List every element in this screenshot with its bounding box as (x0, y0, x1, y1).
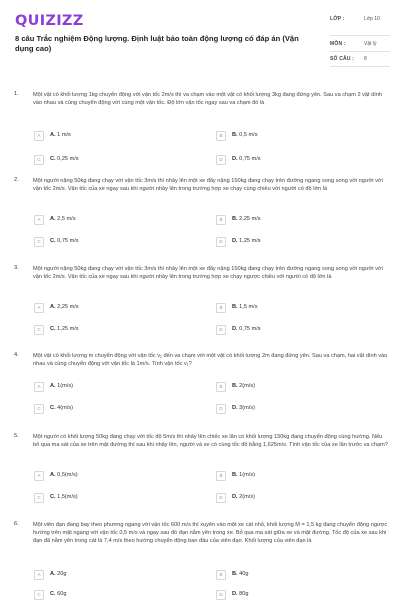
option-letter-badge: D (216, 237, 226, 247)
option-letter-badge: B (216, 215, 226, 225)
option-text: B. 40g (232, 571, 249, 577)
class-meta (330, 15, 390, 35)
count-value: 8 (364, 56, 367, 62)
option-text: B. 1,5 m/s (232, 304, 258, 310)
option-letter-badge: C (34, 155, 44, 165)
question-number: 6. (14, 521, 19, 527)
count-meta (330, 56, 390, 68)
option-letter-badge: A (34, 215, 44, 225)
option-letter-badge: D (216, 325, 226, 335)
quizizz-logo[interactable]: QUIZIZZ (15, 13, 84, 29)
question-text: Một viên đạn đang bay theo phương ngang với vận tốc 600 m/s thì xuyên vào một xe cát nhỏ, khối lượng M = 1,5 kg đang chuyển động ngược hướng trên mặt ngang với vận tốc 0,5 m/s và ngay sau đó đạn nằm yên trong xe. Bỏ qua ma sát giữa xe và mặt đường. Tốc độ của xe sau khi đạn đã nằm yên trong cát là 7,4 m/s theo hướng chuyển động ban đầu của viên đạn. Khối lượng của viên đạn là (33, 522, 388, 545)
option-letter-badge: C (34, 325, 44, 335)
class-label: LỚP : (330, 16, 345, 22)
worksheet-header (0, 0, 400, 78)
option-letter-badge: D (216, 590, 226, 600)
option-text: A. 1 m/s (50, 132, 71, 138)
option-text: B. 1(m/s) (232, 472, 256, 478)
option-text: B. 2(m/s) (232, 383, 256, 389)
subject-meta (330, 41, 390, 53)
option-text: D. 0,75 m/s (232, 156, 261, 162)
option-letter-badge: D (216, 493, 226, 503)
option-text: A. 0,5(m/s) (50, 472, 78, 478)
option-letter-badge: C (34, 590, 44, 600)
option-text: C. 1,5(m/s) (50, 494, 78, 500)
option-text: B. 2,25 m/s (232, 216, 261, 222)
subject-divider (330, 51, 390, 52)
option-text: A. 1(m/s) (50, 383, 74, 389)
option-text: D. 80g (232, 591, 249, 597)
option-letter-badge: A (34, 471, 44, 481)
option-letter-badge: A (34, 131, 44, 141)
subject-value: Vật lý (364, 41, 377, 47)
count-divider (330, 66, 390, 67)
option-text: A. 2,25 m/s (50, 304, 79, 310)
option-text: A. 2,5 m/s (50, 216, 76, 222)
option-letter-badge: B (216, 570, 226, 580)
option-text: A. 20g (50, 571, 67, 577)
option-letter-badge: B (216, 131, 226, 141)
option-text: D. 1,25 m/s (232, 238, 261, 244)
option-text: C. 0,75 m/s (50, 238, 79, 244)
question-text: Một người nặng 50kg đang chạy với vận tốc 3m/s thì nhảy lên một xe đẩy nặng 150kg đang chạy trên đường ngang song song với người với vận tốc 2m/s. Vận tốc của xe ngay sau khi người nhảy lên trong trường hợp xe chạy ngược chiều với người có độ lớn là (33, 266, 383, 281)
class-divider (330, 35, 390, 36)
question-text: Một vật có khối lượng 1kg chuyển động với vận tốc 2m/s thì va chạm vào một vật có khối lượng 3kg đang đứng yên. Sau va chạm 2 vật dính vào nhau và cùng chuyển động với cùng một vận tốc. Độ lớn vận tốc ngay sau va chạm đó là (33, 92, 383, 107)
option-letter-badge: A (34, 303, 44, 313)
question-text: Một người nặng 50kg đang chạy với vận tốc 3m/s thì nhảy lên một xe đẩy nặng 150kg đang chạy trên đường ngang song song với người với vận tốc 2m/s. Vận tốc của xe ngay sau khi người nhảy lên trong trường hợp xe chạy cùng chiều với người có độ lớn là (33, 178, 383, 193)
subject-label: MÔN : (330, 41, 346, 47)
option-letter-badge: C (34, 493, 44, 503)
question-text: Một vật có khối lượng m chuyển động với vận tốc v₁ đến va chạm với một vật có khối lượng 2m đang đứng yên. Sau va chạm, hai vật dính vào nhau và cùng chuyển động với vận tốc là 1m/s. Tính vận tốc v₁? (33, 353, 388, 368)
option-text: D. 0,75 m/s (232, 326, 261, 332)
option-letter-badge: A (34, 382, 44, 392)
option-letter-badge: D (216, 155, 226, 165)
question-number: 2. (14, 177, 19, 183)
option-letter-badge: C (34, 404, 44, 414)
question-text: Một người có khối lượng 50kg đang chạy với tốc độ 5m/s thì nhảy lên chiếc xe lăn có khối lượng 150kg đang chuyển động cùng hướng. Nếu bỏ qua ma sát của xe trên mặt đường thì sau khi nhảy lên, người và xe có cùng tốc độ bằng 1,625m/s. Tính vận tốc của xe lăn trước va chạm? (33, 434, 388, 449)
option-letter-badge: B (216, 471, 226, 481)
option-text: D. 3(m/s) (232, 405, 256, 411)
question-number: 5. (14, 433, 19, 439)
question-number: 4. (14, 352, 19, 358)
option-letter-badge: A (34, 570, 44, 580)
option-letter-badge: B (216, 382, 226, 392)
worksheet-title: 8 câu Trắc nghiệm Động lượng. Định luật bảo toàn động lượng có đáp án (Vận dụng cao) (15, 34, 299, 53)
question-number: 1. (14, 91, 19, 97)
count-label: SỐ CÂU : (330, 56, 355, 62)
option-letter-badge: D (216, 404, 226, 414)
option-letter-badge: B (216, 303, 226, 313)
option-text: C. 1,25 m/s (50, 326, 79, 332)
class-value: Lớp 10 (364, 16, 380, 22)
option-text: C. 0,25 m/s (50, 156, 79, 162)
question-number: 3. (14, 265, 19, 271)
option-text: C. 4(m/s) (50, 405, 74, 411)
option-letter-badge: C (34, 237, 44, 247)
option-text: D. 2(m/s) (232, 494, 256, 500)
option-text: B. 0,5 m/s (232, 132, 258, 138)
option-text: C. 60g (50, 591, 67, 597)
